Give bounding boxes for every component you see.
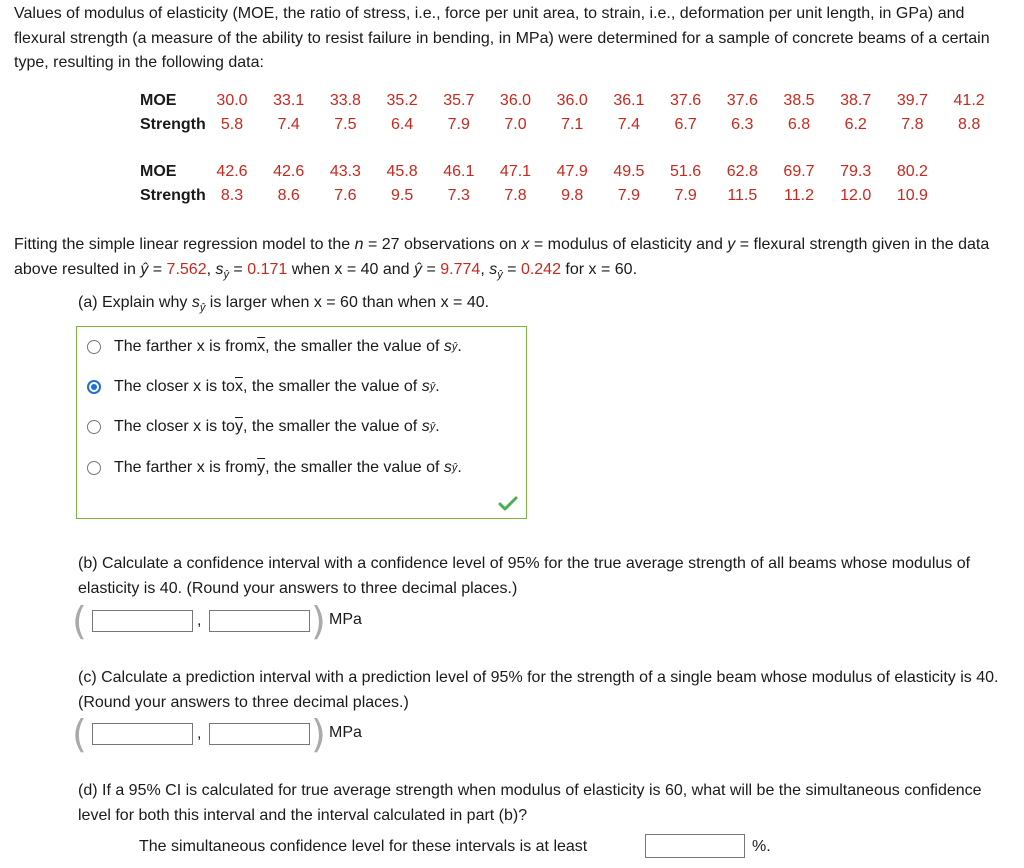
moe-value: 62.8	[726, 163, 758, 180]
option-1[interactable]: The farther x is from $\overline{x}$ , the smaller the value of s ŷ .	[87, 335, 462, 359]
strength-value: 10.9	[896, 187, 928, 204]
radio-option-1[interactable]	[87, 340, 101, 354]
paren-right-b: )	[311, 599, 326, 643]
moe-value: 69.7	[783, 163, 815, 180]
moe-value: 39.7	[896, 92, 928, 109]
strength-value: 9.5	[390, 187, 414, 204]
moe-value: 36.0	[556, 92, 588, 109]
strength-value: 7.1	[561, 116, 584, 133]
strength-value: 6.7	[674, 116, 697, 133]
moe-value: 37.6	[670, 92, 702, 109]
moe-value: 38.7	[840, 92, 872, 109]
moe-value: 51.6	[670, 163, 702, 180]
strength-label: Strength	[140, 116, 206, 133]
yhat-60: 9.774	[440, 260, 481, 278]
part-d-question: (d) If a 95% CI is calculated for true average strength when modulus of elasticity is 60, what will be the simultaneous confidence level for both this interval and the interval calculated in part (b)?	[78, 782, 982, 824]
strength-value: 9.8	[561, 187, 584, 204]
strength-value: 6.3	[731, 116, 754, 133]
moe-value: 41.2	[953, 92, 985, 109]
moe-value: 35.2	[386, 92, 418, 109]
part-a-options	[76, 326, 527, 519]
option-2[interactable]: The closer x is to $\overline{x}$ , the smaller the value of s ŷ .	[87, 375, 440, 399]
moe-value: 38.5	[783, 92, 815, 109]
radio-option-2[interactable]	[87, 380, 101, 394]
strength-value: 8.3	[220, 187, 244, 204]
strength-value: 7.8	[504, 187, 527, 204]
moe-value: 36.1	[613, 92, 645, 109]
strength-value: 8.8	[957, 116, 981, 133]
part-b-question: (b) Calculate a confidence interval with a confidence level of 95% for the true average strength of all beams whose modulus of elasticity is 40. (Round your answers to three decimal places.)	[78, 555, 971, 597]
paren-right-c: )	[311, 712, 326, 756]
strength-value: 7.4	[617, 116, 641, 133]
checkmark-icon	[498, 496, 518, 512]
moe-value: 35.7	[443, 92, 475, 109]
yhat-40: 7.562	[166, 260, 207, 278]
moe-value: 43.3	[329, 163, 361, 180]
strength-value: 7.0	[504, 116, 527, 133]
option-3[interactable]: The closer x is to $\overline{y}$ , the smaller the value of s ŷ .	[87, 415, 440, 439]
part-c-lower-input[interactable]	[92, 723, 193, 745]
part-c-upper-input[interactable]	[209, 723, 310, 745]
moe-value: 33.8	[329, 92, 361, 109]
strength-value: 7.9	[617, 187, 641, 204]
moe-value: 46.1	[443, 163, 475, 180]
part-c-unit: MPa	[329, 724, 362, 741]
part-a-question: (a) Explain why $s_ŷ$ is larger when x = 60 than when x = 40.	[78, 294, 490, 315]
strength-value: 7.6	[334, 187, 357, 204]
strength-value: 5.8	[220, 116, 244, 133]
strength-value: 7.9	[674, 187, 697, 204]
moe-value: 49.5	[613, 163, 645, 180]
part-d-answer-input[interactable]	[645, 834, 745, 858]
comma: ,	[197, 612, 202, 629]
part-b-unit: MPa	[329, 611, 362, 628]
moe-value: 80.2	[896, 163, 928, 180]
strength-value: 6.4	[390, 116, 414, 133]
moe-label: MOE	[140, 92, 177, 109]
moe-value: 30.0	[216, 92, 248, 109]
strength-value: 11.2	[784, 187, 814, 204]
strength-value: 8.6	[277, 187, 300, 204]
moe-value: 47.1	[499, 163, 532, 180]
s-yhat-40: 0.171	[247, 260, 288, 278]
moe-value: 37.6	[726, 92, 758, 109]
part-b-lower-input[interactable]	[92, 610, 193, 632]
moe-value: 33.1	[273, 92, 305, 109]
moe-value: 42.6	[216, 163, 248, 180]
moe-value: 36.0	[499, 92, 532, 109]
part-c-question: (c) Calculate a prediction interval with a prediction level of 95% for the strength of a single beam whose modulus of elasticity is 40. (Round your answers to three decimal places.)	[78, 669, 999, 711]
strength-value: 6.2	[844, 116, 867, 133]
moe-value: 42.6	[273, 163, 305, 180]
strength-value: 6.8	[787, 116, 811, 133]
strength-value: 7.9	[447, 116, 470, 133]
radio-option-4[interactable]	[87, 461, 101, 475]
regression-fit-text: Fitting the simple linear regression model to the n = 27 observations on x = modulus of elasticity and y = flexural strength given in the data above resulted in ŷ = 7.562, $s_ŷ = 0.171$ when x = 40 and ŷ = 9.774, $s_ŷ = 0.242$ for x = 60.	[14, 236, 990, 281]
moe-value: 45.8	[386, 163, 418, 180]
part-b-upper-input[interactable]	[209, 610, 310, 632]
part-d-unit: %.	[752, 838, 771, 855]
strength-value: 7.8	[901, 116, 924, 133]
moe-value: 79.3	[840, 163, 872, 180]
radio-option-3[interactable]	[87, 420, 101, 434]
strength-value: 7.4	[277, 116, 300, 133]
paren-left-b: (	[72, 599, 87, 643]
strength-value: 7.3	[447, 187, 470, 204]
paren-left-c: (	[72, 712, 87, 756]
moe-label: MOE	[140, 163, 177, 180]
strength-label: Strength	[140, 187, 206, 204]
strength-value: 11.5	[727, 187, 758, 204]
option-4[interactable]: The farther x is from $\overline{y}$ , the smaller the value of s ŷ .	[87, 456, 462, 480]
strength-value: 7.5	[334, 116, 357, 133]
moe-value: 47.9	[556, 163, 588, 180]
strength-value: 12.0	[840, 187, 872, 204]
part-d-answer-label: The simultaneous confidence level for these intervals is at least	[139, 838, 588, 855]
comma: ,	[197, 725, 202, 742]
problem-intro: Values of modulus of elasticity (MOE, the ratio of stress, i.e., force per unit area, to strain, i.e., deformation per unit length, in GPa) and flexural strength (a measure of the ability to resist failure in bending, in MPa) were determined for a sample of concrete beams of a certain type, resulting in the following data:	[14, 5, 990, 71]
s-yhat-60: 0.242	[520, 260, 561, 278]
